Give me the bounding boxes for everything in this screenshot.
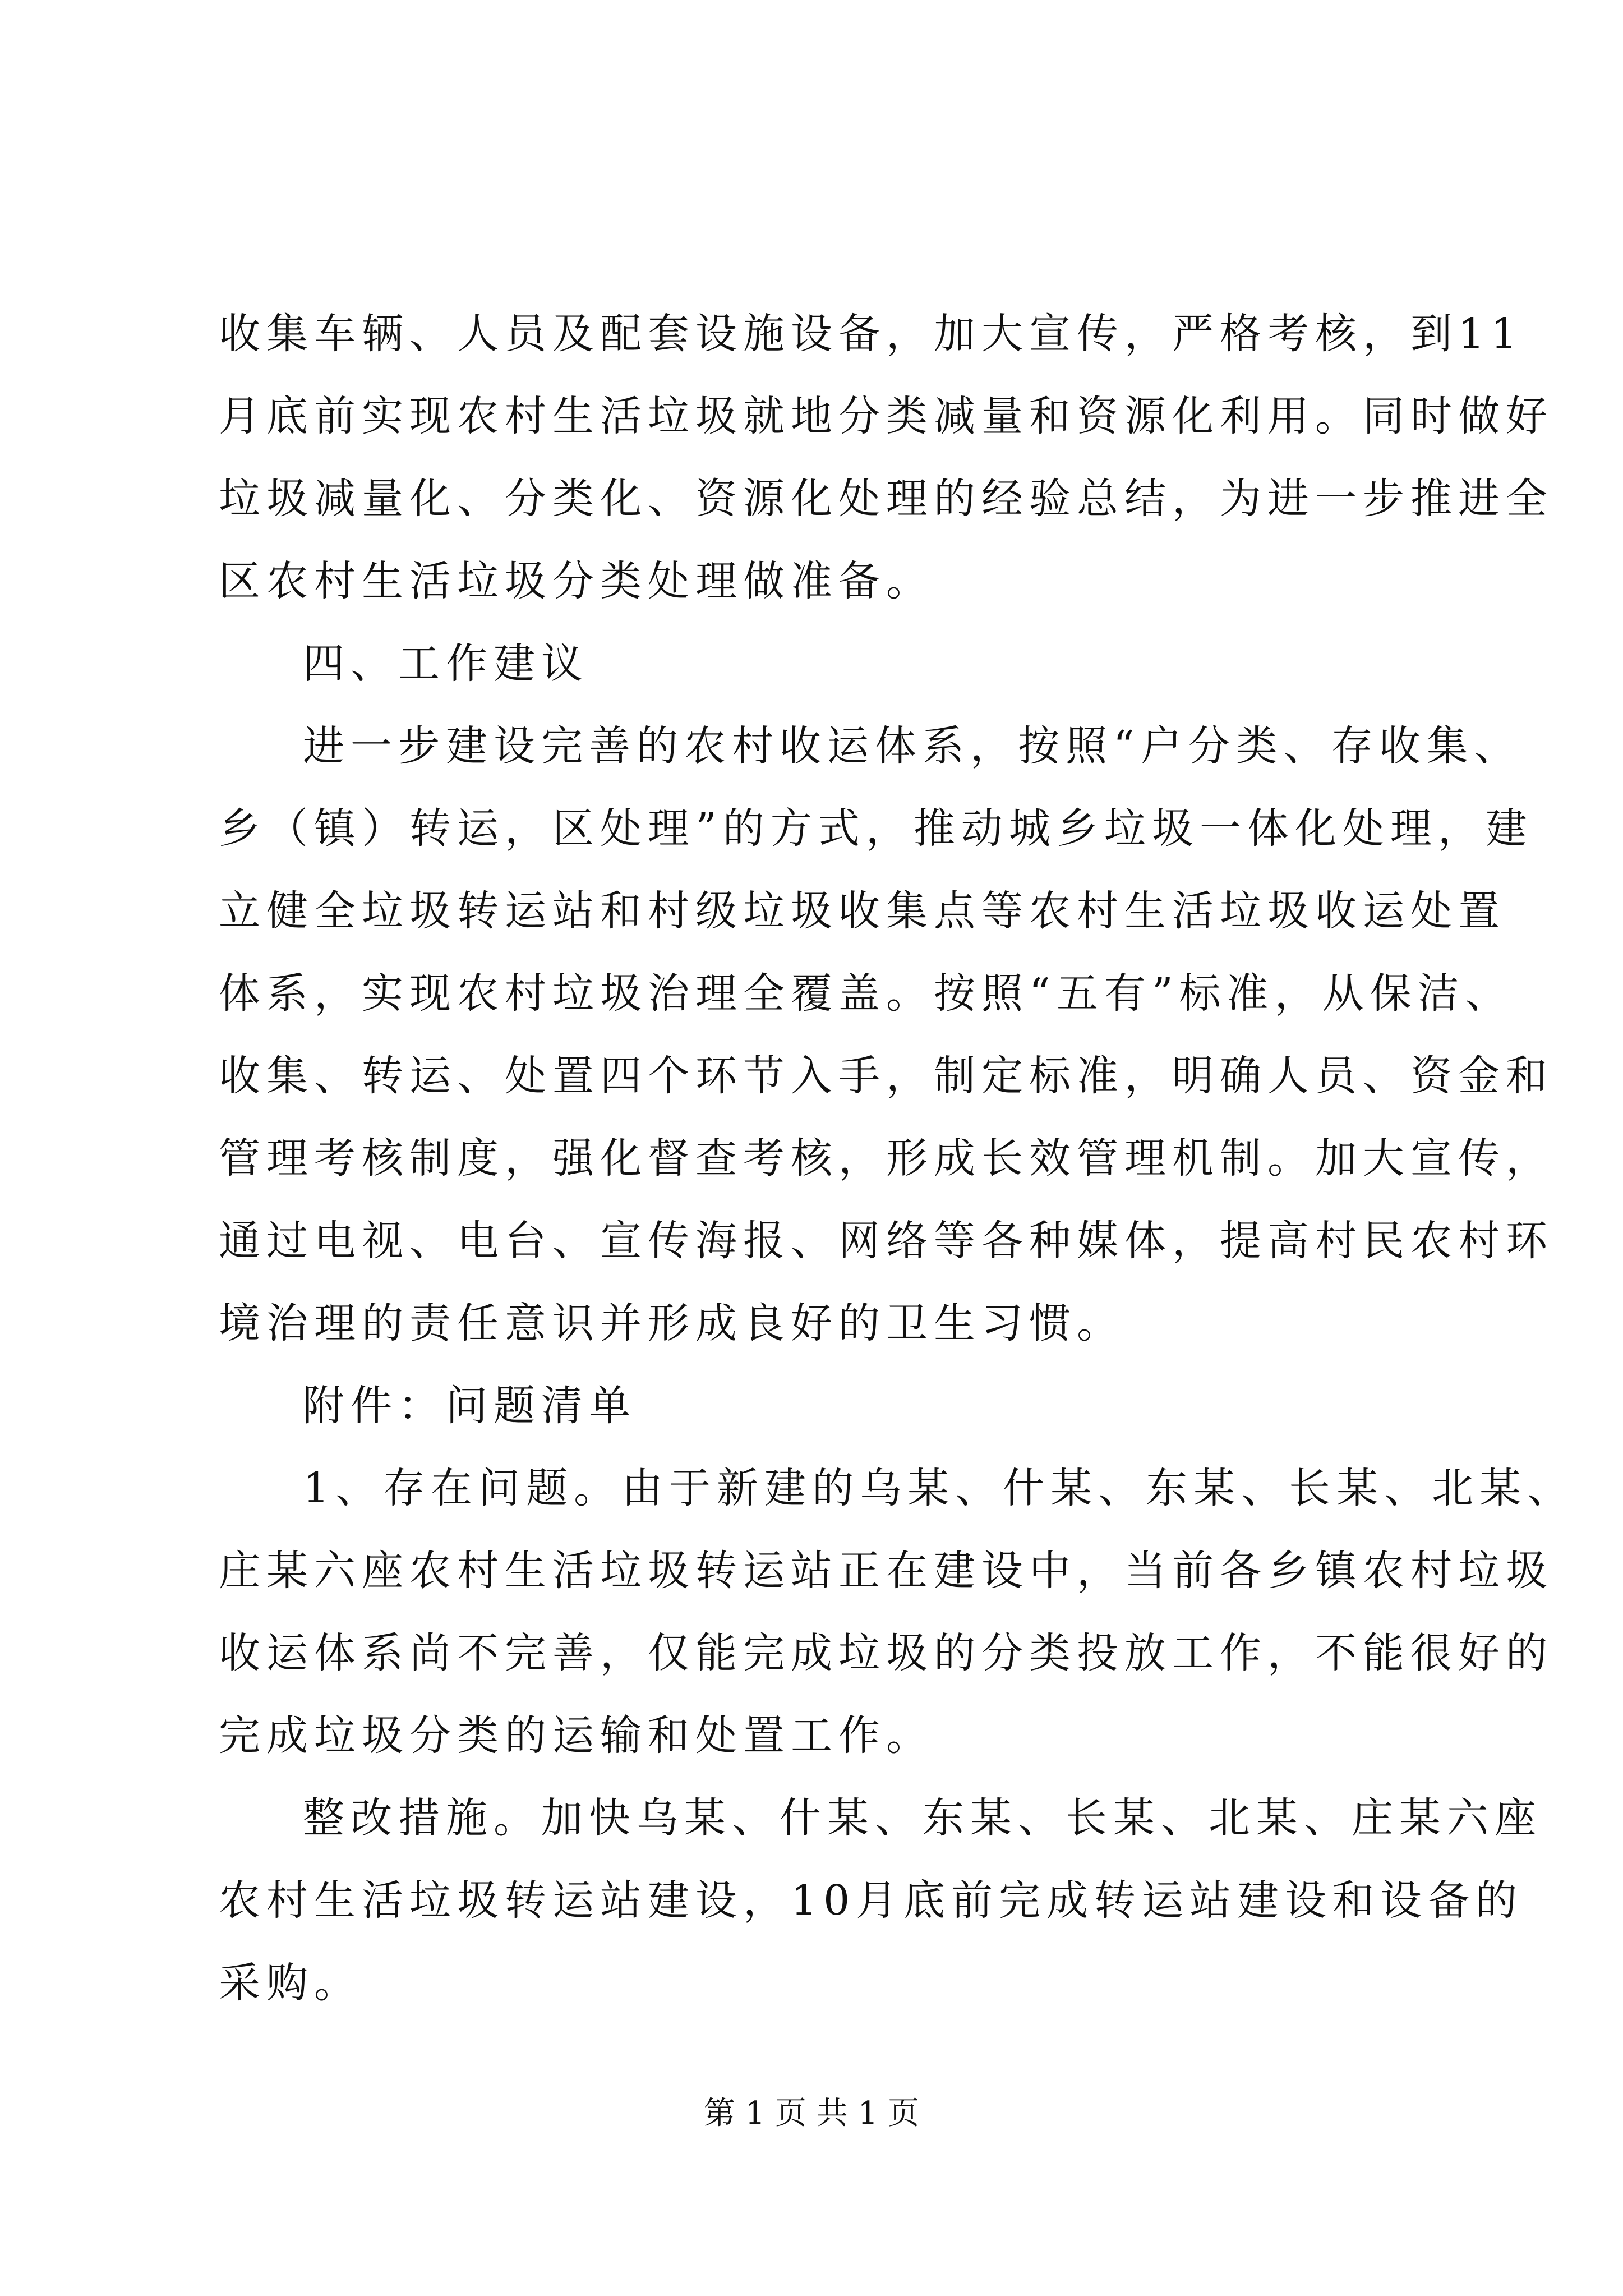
- paragraph-line: 区农村生活垃圾分类处理做准备。: [219, 557, 934, 605]
- page-footer: 第 1 页 共 1 页: [703, 2095, 920, 2132]
- paragraph-line: 收集、转运、处置四个环节入手，制定标准，明确人员、资金和: [219, 1052, 1553, 1100]
- section-heading: 四、工作建议: [303, 639, 589, 688]
- paragraph-line: 整改措施。加快乌某、什某、东某、长某、北某、庄某六座: [303, 1794, 1542, 1842]
- paragraph-line: 庄某六座农村生活垃圾转运站正在建设中，当前各乡镇农村垃圾: [219, 1547, 1553, 1595]
- paragraph-line: 进一步建设完善的农村收运体系，按照“户分类、存收集、: [303, 722, 1522, 770]
- paragraph-line: 管理考核制度，强化督查考核，形成长效管理机制。加大宣传，: [219, 1134, 1553, 1182]
- attachment-heading: 附件：问题清单: [303, 1382, 637, 1430]
- paragraph-line: 完成垃圾分类的运输和处置工作。: [219, 1711, 934, 1760]
- paragraph-line: 月底前实现农村生活垃圾就地分类减量和资源化利用。同时做好: [219, 392, 1553, 440]
- paragraph-line: 采购。: [219, 1959, 362, 2007]
- paragraph-line: 乡（镇）转运，区处理”的方式，推动城乡垃圾一体化处理，建: [219, 804, 1533, 853]
- paragraph-line: 农村生活垃圾转运站建设，10月底前完成转运站建设和设备的: [219, 1876, 1524, 1925]
- paragraph-line: 1、存在问题。由于新建的乌某、什某、东某、长某、北某、: [303, 1464, 1575, 1512]
- paragraph-line: 体系，实现农村垃圾治理全覆盖。按照“五有”标准，从保洁、: [219, 969, 1513, 1018]
- paragraph-line: 境治理的责任意识并形成良好的卫生习惯。: [219, 1299, 1124, 1347]
- paragraph-line: 收运体系尚不完善，仅能完成垃圾的分类投放工作，不能很好的: [219, 1629, 1553, 1677]
- paragraph-line: 收集车辆、人员及配套设施设备，加大宣传，严格考核，到11: [219, 310, 1524, 358]
- paragraph-line: 通过电视、电台、宣传海报、网络等各种媒体，提高村民农村环: [219, 1217, 1553, 1265]
- paragraph-line: 立健全垃圾转运站和村级垃圾收集点等农村生活垃圾收运处置: [219, 887, 1506, 935]
- paragraph-line: 垃圾减量化、分类化、资源化处理的经验总结，为进一步推进全: [219, 475, 1553, 523]
